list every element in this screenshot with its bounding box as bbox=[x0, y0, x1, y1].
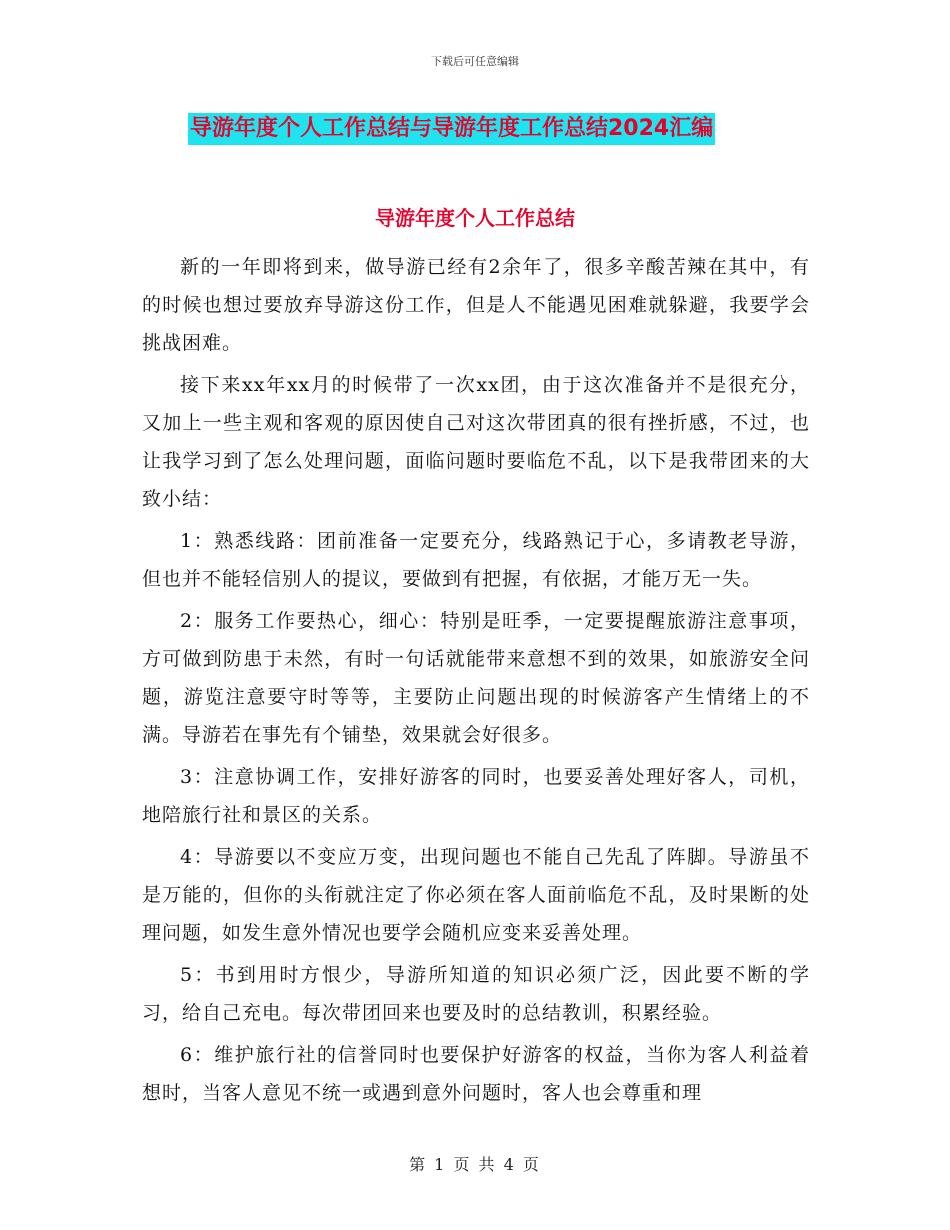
paragraph: 接下来xx年xx月的时候带了一次xx团，由于这次准备并不是很充分，又加上一些主观和客观的原因使自己对这次带团真的很有挫折感，不过，也让我学习到了怎么处理问题，面临问题时要临危不乱，以下是我带团来的大致小结： bbox=[142, 374, 810, 510]
document-body bbox=[142, 248, 810, 1116]
sub-title: 导游年度个人工作总结 bbox=[375, 206, 575, 230]
page-footer: 第 1 页 共 4 页 bbox=[409, 1155, 541, 1174]
paragraph: 新的一年即将到来，做导游已经有2余年了，很多辛酸苦辣在其中，有的时候也想过要放弃导游这份工作，但是人不能遇见困难就躲避，我要学会挑战困难。 bbox=[142, 256, 810, 354]
paragraph: 1：熟悉线路：团前准备一定要充分，线路熟记于心，多请教老导游，但也并不能轻信别人的提议，要做到有把握，有依据，才能万无一失。 bbox=[142, 530, 810, 590]
main-title: 导游年度个人工作总结与导游年度工作总结2024汇编 bbox=[188, 113, 715, 145]
paragraph: 5：书到用时方恨少，导游所知道的知识必须广泛，因此要不断的学习，给自己充电。每次带团回来也要及时的总结教训，积累经验。 bbox=[142, 964, 810, 1024]
main-title-block bbox=[188, 113, 715, 145]
paragraph: 3：注意协调工作，安排好游客的同时，也要妥善处理好客人，司机，地陪旅行社和景区的关系。 bbox=[142, 766, 810, 826]
paragraph: 2：服务工作要热心，细心：特别是旺季，一定要提醒旅游注意事项，方可做到防患于未然，有时一句话就能带来意想不到的效果，如旅游安全问题，游览注意要守时等等，主要防止问题出现的时候游客产生情绪上的不满。导游若在事先有个铺垫，效果就会好很多。 bbox=[142, 610, 810, 746]
paragraph: 4：导游要以不变应万变，出现问题也不能自己先乱了阵脚。导游虽不是万能的，但你的头衔就注定了你必须在客人面前临危不乱，及时果断的处理问题，如发生意外情况也要学会随机应变来妥善处理。 bbox=[142, 846, 810, 944]
header-note: 下载后可任意编辑 bbox=[431, 55, 519, 68]
paragraph: 6：维护旅行社的信誉同时也要保护好游客的权益，当你为客人利益着想时，当客人意见不统一或遇到意外问题时，客人也会尊重和理 bbox=[142, 1044, 810, 1104]
